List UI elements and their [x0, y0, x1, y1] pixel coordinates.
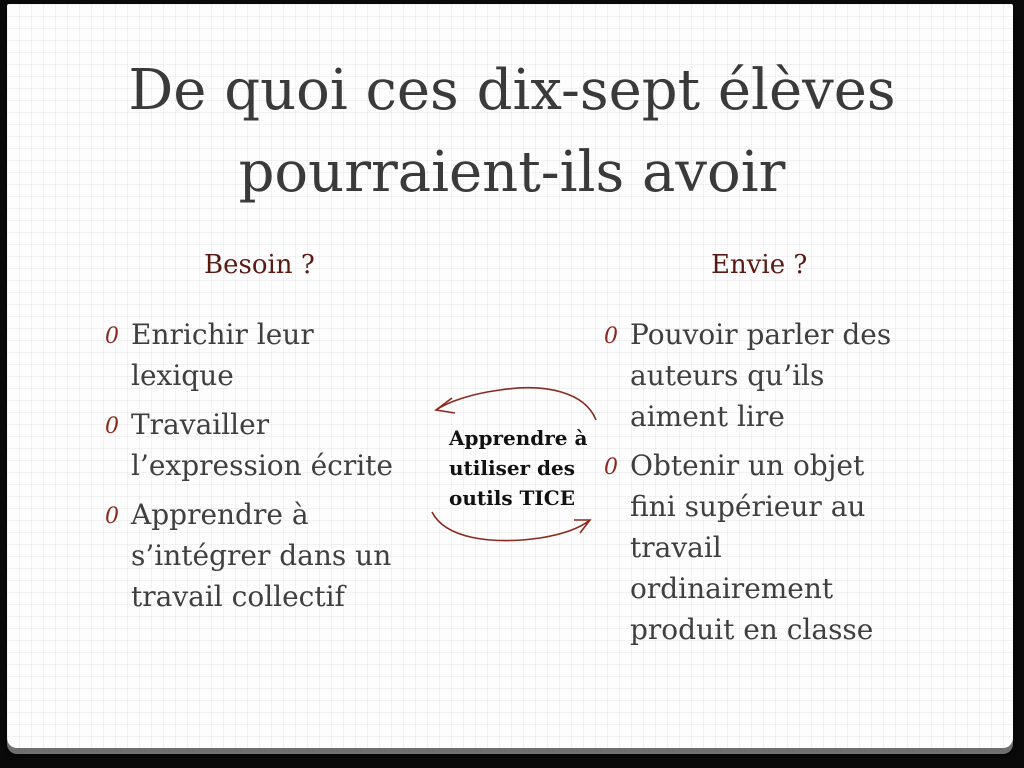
list-item-line: s’intégrer dans un [131, 539, 392, 572]
center-label-line: Apprendre à [449, 426, 588, 450]
besoin-heading: Besoin ? [204, 250, 315, 280]
title-line: pourraient-ils avoir [238, 140, 786, 205]
list-item-line: auteurs qu’ils [630, 359, 825, 392]
list-item-line: fini supérieur au [630, 490, 866, 523]
bullet-icon: 0 [105, 414, 119, 439]
center-label [449, 423, 587, 513]
center-label-line: utiliser des [449, 456, 576, 480]
envie-heading: Envie ? [711, 250, 808, 280]
list-item-line: ordinairement [630, 572, 834, 605]
list-item-line: produit en classe [630, 613, 874, 646]
arrowhead-right-icon [574, 520, 590, 533]
list-item-line: travail [630, 531, 722, 564]
arrow-left-icon [436, 388, 596, 420]
arrowhead-left-icon [436, 398, 455, 413]
bullet-icon: 0 [105, 324, 119, 349]
arrow-right-icon [432, 512, 590, 541]
list-item-line: aiment lire [630, 400, 785, 433]
list-item-line: Obtenir un objet [630, 449, 865, 482]
bullet-icon: 0 [105, 504, 119, 529]
bullet-icon: 0 [604, 324, 618, 349]
list-item-line: travail collectif [131, 580, 345, 613]
list-item-line: Enrichir leur [131, 318, 314, 351]
list-item-line: lexique [131, 359, 234, 392]
bullet-icon: 0 [604, 455, 618, 480]
list-item-line: l’expression écrite [131, 449, 393, 482]
list-item-line: Apprendre à [131, 498, 309, 531]
list-item-line: Travailler [131, 408, 270, 441]
title-line: De quoi ces dix-sept élèves [128, 58, 896, 123]
center-label-line: outils TICE [449, 486, 575, 510]
list-item-line: Pouvoir parler des [630, 318, 892, 351]
